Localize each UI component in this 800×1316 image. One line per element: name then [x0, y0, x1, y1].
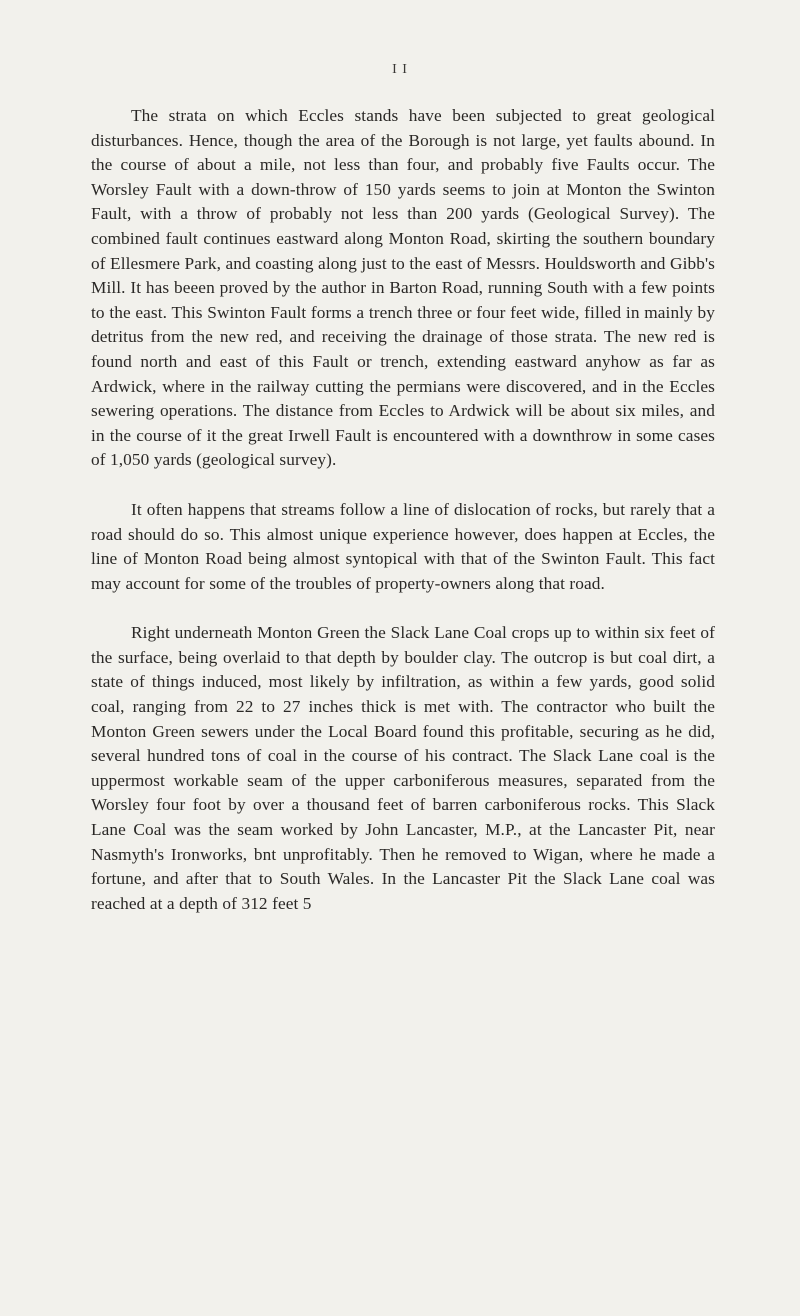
- body-text: [91, 104, 715, 916]
- paragraph-strata-faults: The strata on which Eccles stands have been subjected to great geological disturbances. Hence, though the area of the Borough is not large, yet faults abound. In the course of about a mile, not less than four, and probably five Faults occur. The Worsley Fault with a down-throw of 150 yards seems to join at Monton the Swinton Fault, with a throw of probably not less than 200 yards (Geological Survey). The combined fault continues eastward along Monton Road, skirting the southern boundary of Ellesmere Park, and coasting along just to the east of Messrs. Houldsworth and Gibb's Mill. It has beeen proved by the author in Barton Road, running South with a few points to the east. This Swinton Fault forms a trench three or four feet wide, filled in mainly by detritus from the new red, and receiving the drainage of those strata. The new red is found north and east of this Fault or trench, extending eastward anyhow as far as Ardwick, where in the railway cutting the permians were discovered, and in the Eccles sewering operations. The distance from Eccles to Ardwick will be about six miles, and in the course of it the great Irwell Fault is encountered with a downthrow in some cases of 1,050 yards (geological survey).: [91, 106, 715, 470]
- paragraph-streams-dislocation: It often happens that streams follow a line of dislocation of rocks, but rarely that a road should do so. This almost unique experience however, does happen at Eccles, the line of Monton Road being almost syntopical with that of the Swinton Fault. This fact may account for some of the troubles of property-owners along that road.: [91, 499, 715, 593]
- paragraph-slack-lane-coal: Right underneath Monton Green the Slack Lane Coal crops up to within six feet of the surface, being overlaid to that depth by boulder clay. The outcrop is but coal dirt, a state of things induced, most likely by infiltration, as within a few yards, good solid coal, ranging from 22 to 27 inches thick is met with. The contractor who built the Monton Green sewers under the Local Board found this profitable, securing as he did, several hundred tons of coal in the course of his contract. The Slack Lane coal is the uppermost workable seam of the upper carboniferous measures, separated from the Worsley four foot by over a thousand feet of barren carboniferous rocks. This Slack Lane Coal was the seam worked by John Lancaster, M.P., at the Lancaster Pit, near Nasmyth's Ironworks, bnt unprofitably. Then he removed to Wigan, where he made a fortune, and after that to South Wales. In the Lancaster Pit the Slack Lane coal was reached at a depth of 312 feet 5: [91, 623, 715, 913]
- page-number: I I: [392, 62, 408, 77]
